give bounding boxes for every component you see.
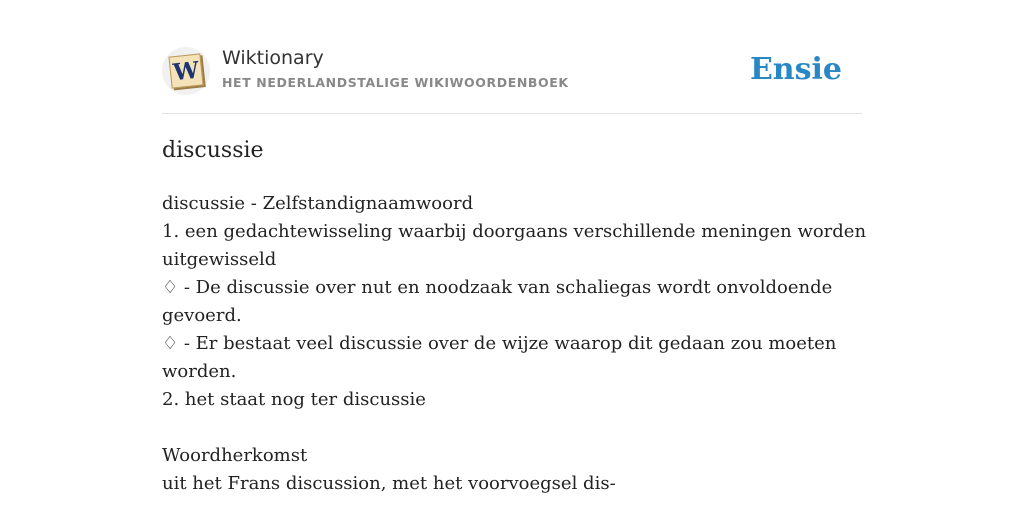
site-header xyxy=(162,44,862,100)
example-line: ♢ - De discussie over nut en noodzaak van schaliegas wordt onvoldoende xyxy=(162,277,833,298)
header-divider xyxy=(162,113,862,114)
definition-line: 2. het staat nog ter discussie xyxy=(162,389,426,410)
ensie-brand-link[interactable]: Ensie xyxy=(749,52,842,87)
site-name[interactable]: Wiktionary xyxy=(222,47,324,69)
etymology-text: uit het Frans discussion, met het voorvoegsel dis- xyxy=(162,473,616,494)
logo-letter: W xyxy=(171,56,201,86)
page xyxy=(162,0,867,512)
part-of-speech-line: discussie - Zelfstandignaamwoord xyxy=(162,193,474,214)
page-title: discussie xyxy=(162,138,264,163)
spacer xyxy=(162,414,862,442)
definition-line: 1. een gedachtewisseling waarbij doorgaans verschillende meningen worden xyxy=(162,221,867,242)
example-line: gevoerd. xyxy=(162,305,242,326)
definition-content xyxy=(162,190,867,498)
example-line: ♢ - Er bestaat veel discussie over de wijze waarop dit gedaan zou moeten xyxy=(162,333,837,354)
wiktionary-logo[interactable] xyxy=(162,47,210,95)
w-tile-icon xyxy=(168,53,203,88)
definition-line: uitgewisseld xyxy=(162,249,277,270)
etymology-heading: Woordherkomst xyxy=(162,445,308,466)
example-line: worden. xyxy=(162,361,237,382)
site-tagline: HET NEDERLANDSTALIGE WIKIWOORDENBOEK xyxy=(222,75,569,90)
